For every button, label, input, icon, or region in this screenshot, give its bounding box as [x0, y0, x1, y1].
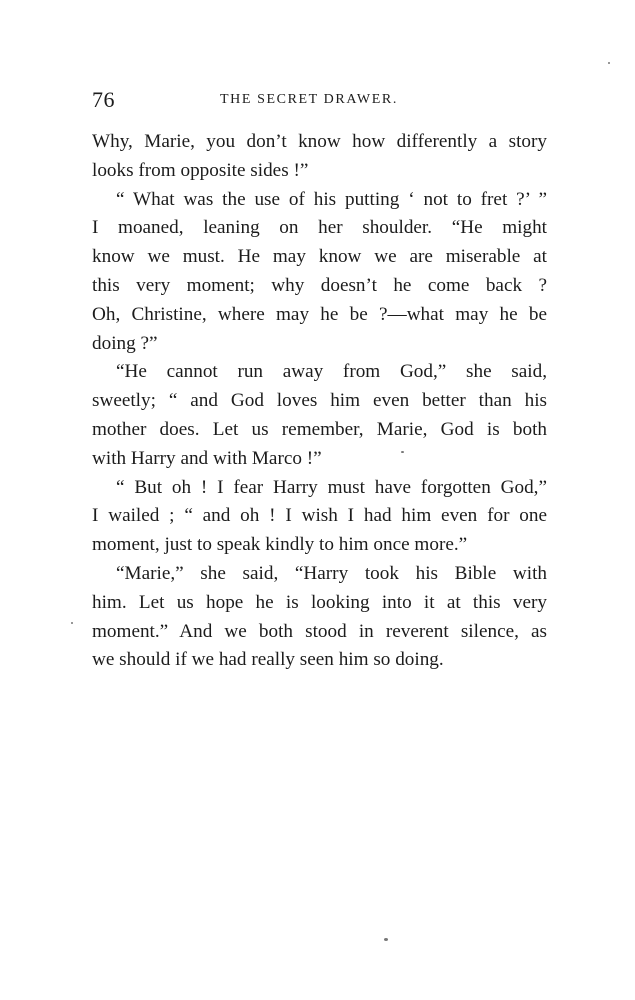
- text-line: doing ?”: [92, 332, 158, 354]
- paper-speck: [384, 938, 388, 941]
- text-line: know we must. He may know we are miserable at: [92, 246, 547, 268]
- text-line: “Marie,” she said, “Harry took his Bible with: [116, 562, 547, 584]
- text-line: looks from opposite sides !”: [92, 159, 309, 181]
- text-line: moment.” And we both stood in reverent silence, as: [92, 620, 547, 642]
- body-text: [92, 128, 547, 675]
- text-line: “He cannot run away from God,” she said,: [116, 361, 547, 383]
- text-line: I wailed ; “ and oh ! I wish I had him even for one: [92, 505, 547, 527]
- text-line: this very moment; why doesn’t he come back ?: [92, 274, 547, 296]
- paper-speck: [401, 451, 404, 453]
- text-line: him. Let us hope he is looking into it at this very: [92, 591, 547, 613]
- paper-speck: [71, 622, 73, 624]
- text-line: with Harry and with Marco !”: [92, 447, 322, 469]
- text-line: I moaned, leaning on her shoulder. “He might: [92, 217, 547, 239]
- running-title: THE SECRET DRAWER.: [220, 92, 398, 107]
- text-line: Oh, Christine, where may he be ?—what may he be: [92, 303, 547, 325]
- text-line: we should if we had really seen him so doing.: [92, 649, 444, 671]
- page-header: [92, 87, 547, 117]
- text-line: mother does. Let us remember, Marie, God is both: [92, 418, 547, 440]
- text-line: “ But oh ! I fear Harry must have forgotten God,”: [116, 476, 547, 498]
- text-line: Why, Marie, you don’t know how differently a story: [92, 131, 547, 152]
- paper-speck: [608, 62, 610, 64]
- page-number: 76: [92, 87, 115, 112]
- text-line: sweetly; “ and God loves him even better than his: [92, 390, 547, 412]
- text-line: moment, just to speak kindly to him once more.”: [92, 534, 468, 556]
- text-line: “ What was the use of his putting ‘ not to fret ?’ ”: [116, 188, 547, 210]
